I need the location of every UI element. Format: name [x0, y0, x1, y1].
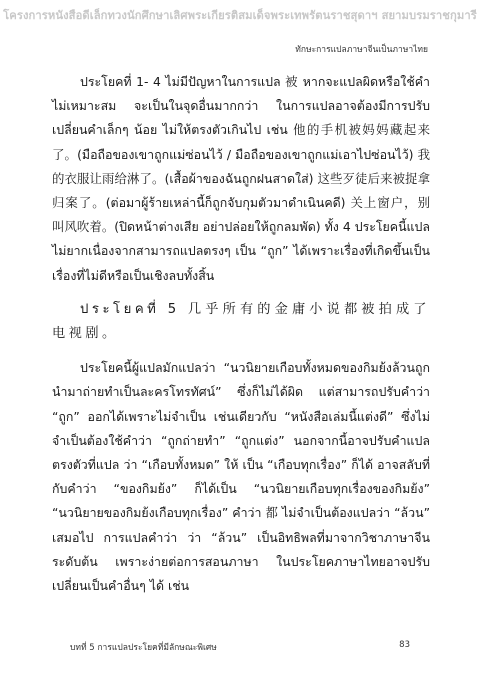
- page-number: 83: [399, 640, 410, 650]
- sentence-heading: ประโยคที่ 5 几乎所有的金庸小说都被拍成了电视剧。: [52, 301, 430, 342]
- body-text: [52, 70, 430, 608]
- paragraph: ประโยคที่ 1- 4 ไม่มีปัญหาในการแปล 被 หากจะแปลผิดหรือใช้คำไม่เหมาะสม จะเป็นในจุดอื่นมากกว่า ในการแปลอาจต้องมีการปรับเปลี่ยนคำเล็กๆ น้อย ไม่ให้ตรงตัวเกินไป เช่น 他的手机被妈妈藏起来了。(มือถือของเขาถูกแม่ซ่อนไว้ / มือถือของเขาถูกแม่เอาไปซ่อนไว้) 我的衣服让雨给淋了。(เสื้อผ้าของฉันถูกฝนสาดใส่) 这些歹徒后来被捉拿归案了。(ต่อมาผู้ร้ายเหล่านี้ก็ถูกจับกุมตัวมาดำเนินคดี) 关上窗户，别叫风吹着。(ปิดหน้าต่างเสีย อย่าปล่อยให้ถูกลมพัด) ทั้ง 4 ประโยคนี้แปลไม่ยากเนื่องจากสามารถแปลตรงๆ เป็น “ถูก” ได้เพราะเรื่องที่เกิดขึ้นเป็นเรื่องที่ไม่ดีหรือเป็นเชิงลบทั้งสิ้น: [52, 74, 430, 283]
- running-head: ทักษะการแปลภาษาจีนเป็นภาษาไทย: [295, 45, 428, 55]
- project-banner: โครงการหนังสือดีเล็กทวงนักศึกษาเลิศพระเกียรติสมเด็จพระเทพรัตนราชสุดาฯ สยามบรมราชกุมารี: [3, 9, 477, 22]
- paragraph: ประโยคนี้ผู้แปลมักแปลว่า “นวนิยายเกือบทั้งหมดของกิมย้งล้วนถูกนำมาถ่ายทำเป็นละครโทรทัศน์” ซึ่งก็ไม่ได้ผิด แต่สามารถปรับคำว่า “ถูก” ออกได้เพราะไม่จำเป็น เช่นเดียวกับ “หนังสือเล่มนี้แต่งดี” ซึ่งไม่จำเป็นต้องใช้คำว่า “ถูกถ่ายทำ” “ถูกแต่ง” นอกจากนี้อาจปรับคำแปลตรงตัวที่แปล ว่า “เกือบทั้งหมด” ให้ เป็น “เกือบทุกเรื่อง” ก็ได้ อาจสลับที่กับคำว่า “ของกิมย้ง” ก็ได้เป็น “นวนิยายเกือบทุกเรื่องของกิมย้ง” “นวนิยายของกิมย้งเกือบทุกเรื่อง” คำว่า 都 ไม่จำเป็นต้องแปลว่า “ล้วน” เสมอไป การแปลคำว่า ว่า “ล้วน” เป็นอิทธิพลที่มาจากวิชาภาษาจีนระดับต้น เพราะง่ายต่อการสอนภาษา ในประโยคภาษาไทยอาจปรับเปลี่ยนเป็นคำอื่นๆ ได้ เช่น: [52, 360, 430, 594]
- chapter-footer: บทที่ 5 การแปลประโยคที่มีลักษณะพิเศษ: [70, 643, 217, 653]
